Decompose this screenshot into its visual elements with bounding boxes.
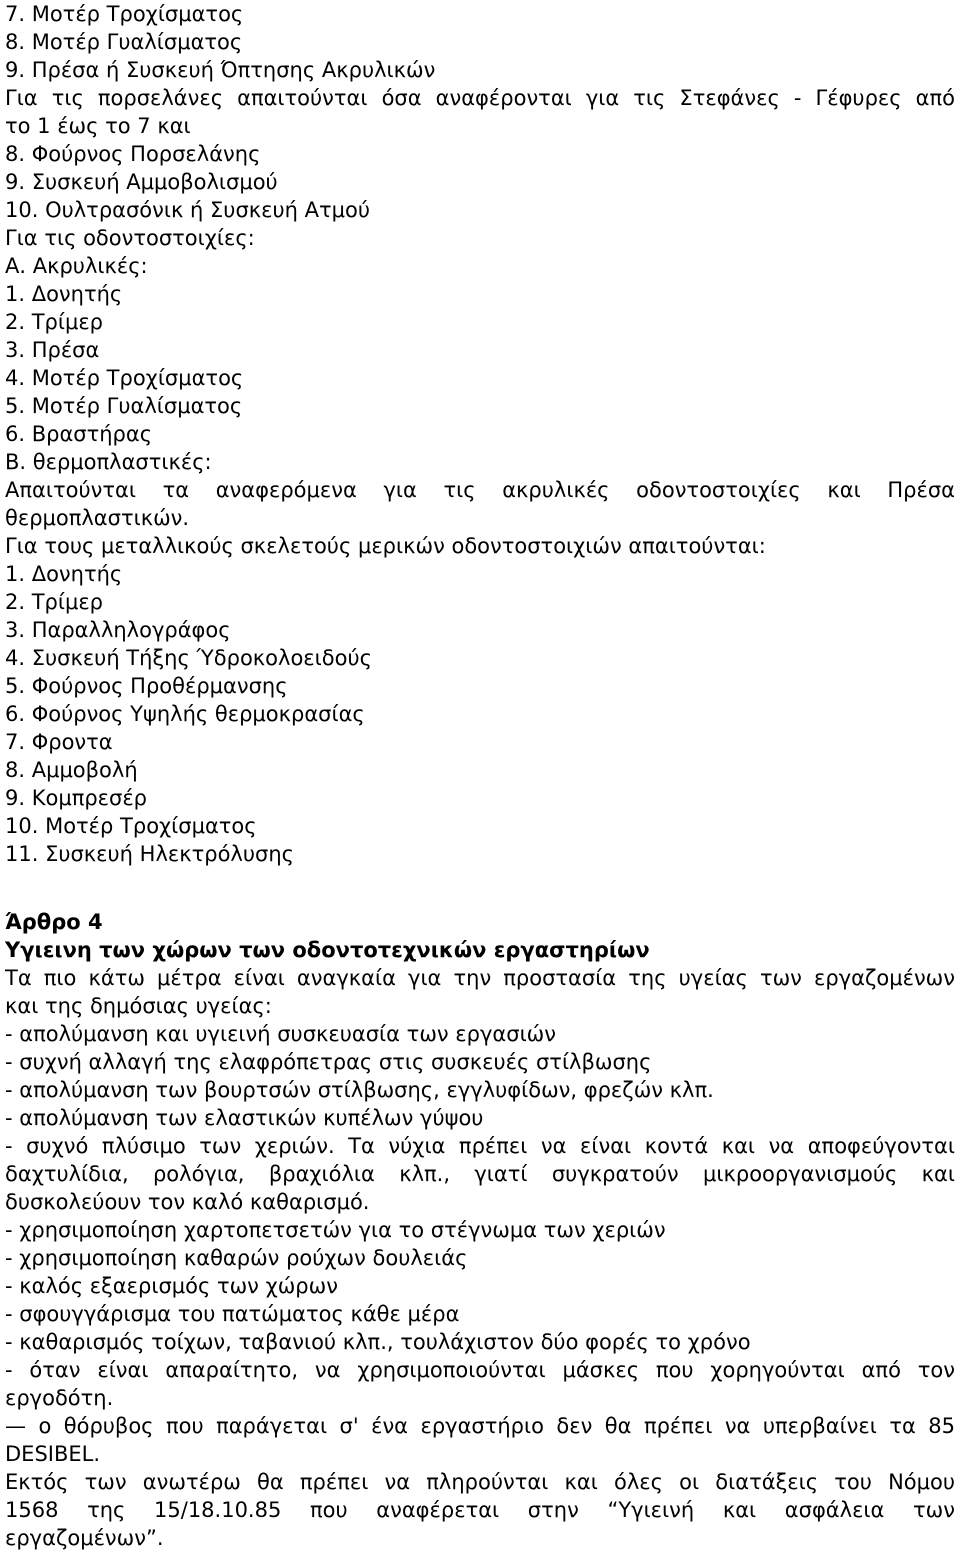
bullet-item: - όταν είναι απαραίτητο, να χρησιμοποιούνται μάσκες που χορηγούνται από τον [5, 1358, 955, 1382]
paragraph-line: 1568 της 15/18.10.85 που αναφέρεται στην “Υγιεινή και ασφάλεια των [5, 1498, 955, 1522]
paragraph-line: δυσκολεύουν τον καλό καθαρισμό. [5, 1190, 370, 1214]
paragraph-line: και της δημόσιας υγείας: [5, 994, 272, 1018]
paragraph-line: δαχτυλίδια, ρολόγια, βραχιόλια κλπ., γιατί συγκρατούν μικροοργανισμούς και [5, 1162, 955, 1186]
paragraph-line: εργοδότη. [5, 1386, 114, 1410]
bullet-item: - απολύμανση των βουρτσών στίλβωσης, εγγλυφίδων, φρεζών κλπ. [5, 1078, 714, 1102]
paragraph-line: DESIBEL. [5, 1442, 101, 1466]
bullet-item: - συχνό πλύσιμο των χεριών. Τα νύχια πρέπει να είναι κοντά και να αποφεύγονται [5, 1134, 955, 1158]
list-item: 10. Μοτέρ Τροχίσματος [5, 814, 257, 838]
list-item: 7. Μοτέρ Τροχίσματος [5, 2, 244, 26]
list-item: 1. Δονητής [5, 562, 123, 586]
paragraph-line: Απαιτούνται τα αναφερόμενα για τις ακρυλικές οδοντοστοιχίες και Πρέσα [5, 478, 955, 502]
list-item: 9. Κομπρεσέρ [5, 786, 148, 810]
paragraph-line: το 1 έως το 7 και [5, 114, 191, 138]
list-item: 5. Φούρνος Προθέρμανσης [5, 674, 288, 698]
paragraph-line: Για τους μεταλλικούς σκελετούς μερικών οδοντοστοιχιών απαιτούνται: [5, 534, 766, 558]
section-spacer [5, 868, 955, 908]
list-item: 3. Παραλληλογράφος [5, 618, 231, 642]
bullet-item: - απολύμανση και υγιεινή συσκευασία των εργασιών [5, 1022, 556, 1046]
bullet-item: - καλός εξαερισμός των χώρων [5, 1274, 338, 1298]
list-item: 3. Πρέσα [5, 338, 100, 362]
list-item: 6. Φούρνος Υψηλής θερμοκρασίας [5, 702, 365, 726]
list-heading: Β. θερμοπλαστικές: [5, 450, 212, 474]
list-item: 6. Βραστήρας [5, 422, 153, 446]
list-item: 9. Πρέσα ή Συσκευή Όπτησης Ακρυλικών [5, 58, 436, 82]
list-item: 2. Τρίμερ [5, 590, 104, 614]
list-item: 9. Συσκευή Αμμοβολισμού [5, 170, 278, 194]
paragraph-line: Για τις οδοντοστοιχίες: [5, 226, 255, 250]
article-heading: Άρθρο 4 [5, 910, 103, 934]
bullet-item: - συχνή αλλαγή της ελαφρόπετρας στις συσκευές στίλβωσης [5, 1050, 652, 1074]
equipment-list [5, 0, 955, 868]
bullet-item: — ο θόρυβος που παράγεται σ' ένα εργαστήριο δεν θα πρέπει να υπερβαίνει τα 85 [5, 1414, 955, 1438]
bullet-item: - χρησιμοποίηση καθαρών ρούχων δουλειάς [5, 1246, 468, 1270]
list-item: 5. Μοτέρ Γυαλίσματος [5, 394, 243, 418]
bullet-item: - σφουγγάρισμα του πατώματος κάθε μέρα [5, 1302, 460, 1326]
list-item: 4. Μοτέρ Τροχίσματος [5, 366, 244, 390]
article-subheading: Υγιεινη των χώρων των οδοντοτεχνικών εργαστηρίων [5, 938, 650, 962]
list-item: 11. Συσκευή Ηλεκτρόλυσης [5, 842, 294, 866]
paragraph-line: εργαζομένων”. [5, 1526, 164, 1550]
list-item: 10. Ουλτρασόνικ ή Συσκευή Ατμού [5, 198, 370, 222]
paragraph-line: Εκτός των ανωτέρω θα πρέπει να πληρούνται και όλες οι διατάξεις του Νόμου [5, 1470, 955, 1494]
bullet-item: - χρησιμοποίηση χαρτοπετσετών για το στέγνωμα των χεριών [5, 1218, 666, 1242]
bullet-item: - απολύμανση των ελαστικών κυπέλων γύψου [5, 1106, 484, 1130]
list-item: 1. Δονητής [5, 282, 123, 306]
paragraph-line: Για τις πορσελάνες απαιτούνται όσα αναφέρονται για τις Στεφάνες - Γέφυρες από [5, 86, 955, 110]
paragraph-line: θερμοπλαστικών. [5, 506, 190, 530]
list-item: 8. Αμμοβολή [5, 758, 138, 782]
paragraph-line: Τα πιο κάτω μέτρα είναι αναγκαία για την προστασία της υγείας των εργαζομένων [5, 966, 955, 990]
list-heading: Α. Ακρυλικές: [5, 254, 148, 278]
list-item: 8. Φούρνος Πορσελάνης [5, 142, 261, 166]
list-item: 7. Φροντα [5, 730, 113, 754]
bullet-item: - καθαρισμός τοίχων, ταβανιού κλπ., τουλάχιστον δύο φορές το χρόνο [5, 1330, 751, 1354]
list-item: 2. Τρίμερ [5, 310, 104, 334]
article-section [5, 908, 955, 1552]
list-item: 4. Συσκευή Τήξης Ύδροκολοειδούς [5, 646, 372, 670]
list-item: 8. Μοτέρ Γυαλίσματος [5, 30, 243, 54]
